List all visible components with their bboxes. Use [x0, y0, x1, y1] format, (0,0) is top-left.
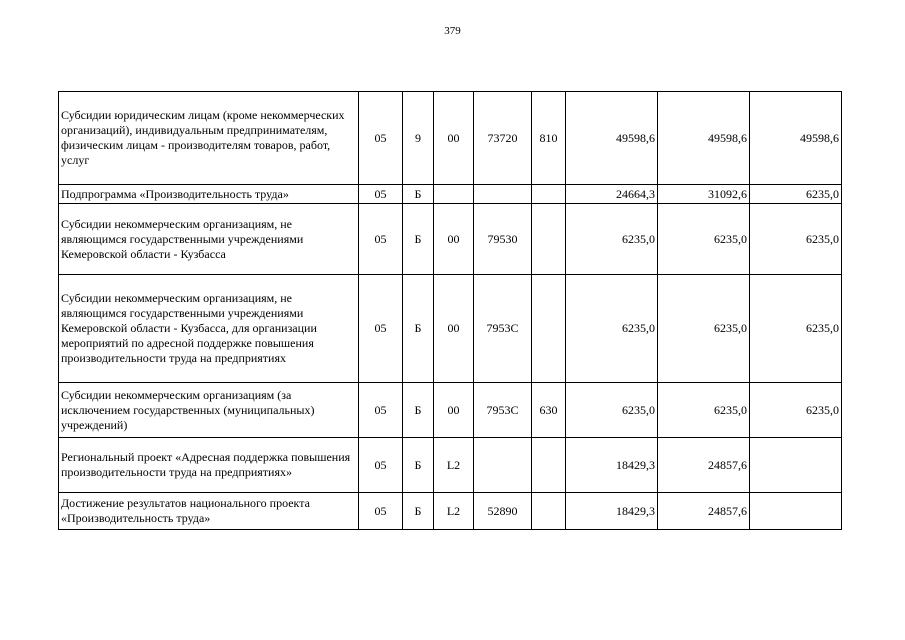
expense-type-code [532, 204, 566, 275]
amount-year-3: 6235,0 [750, 185, 842, 204]
section-code: 05 [359, 185, 403, 204]
row-name: Региональный проект «Адресная поддержка повышения производительности труда на предприятиях» [59, 438, 359, 493]
expense-type-code [532, 438, 566, 493]
subprogram-code: 00 [434, 92, 474, 185]
page-number: 379 [444, 25, 461, 37]
amount-year-2: 6235,0 [658, 275, 750, 383]
amount-year-3: 6235,0 [750, 275, 842, 383]
row-name: Подпрограмма «Производительность труда» [59, 185, 359, 204]
table-row [59, 383, 842, 438]
table-row [59, 493, 842, 530]
table-row [59, 438, 842, 493]
row-name: Субсидии некоммерческим организациям, не являющимся государственными учреждениями Кемеровской области - Кузбасса, для организации мероприятий по адресной поддержке повышения производительности труда на предприятиях [59, 275, 359, 383]
direction-code [474, 438, 532, 493]
expense-type-code: 810 [532, 92, 566, 185]
row-name: Достижение результатов национального проекта «Производительность труда» [59, 493, 359, 530]
amount-year-2: 31092,6 [658, 185, 750, 204]
subprogram-code: 00 [434, 275, 474, 383]
section-code: 05 [359, 92, 403, 185]
table-row [59, 92, 842, 185]
section-code: 05 [359, 493, 403, 530]
row-name: Субсидии юридическим лицам (кроме некоммерческих организаций), индивидуальным предпринимателям, физическим лицам - производителям товаров, работ, услуг [59, 92, 359, 185]
amount-year-2: 6235,0 [658, 204, 750, 275]
program-code: Б [403, 493, 434, 530]
row-name: Субсидии некоммерческим организациям (за исключением государственных (муниципальных) учреждений) [59, 383, 359, 438]
program-code: Б [403, 185, 434, 204]
program-code: 9 [403, 92, 434, 185]
amount-year-1: 6235,0 [566, 275, 658, 383]
subprogram-code: L2 [434, 438, 474, 493]
direction-code: 7953С [474, 383, 532, 438]
expense-type-code [532, 275, 566, 383]
budget-table [58, 91, 842, 530]
subprogram-code: 00 [434, 204, 474, 275]
direction-code: 52890 [474, 493, 532, 530]
direction-code: 73720 [474, 92, 532, 185]
program-code: Б [403, 204, 434, 275]
subprogram-code: 00 [434, 383, 474, 438]
amount-year-2: 24857,6 [658, 493, 750, 530]
program-code: Б [403, 383, 434, 438]
program-code: Б [403, 438, 434, 493]
section-code: 05 [359, 275, 403, 383]
row-name: Субсидии некоммерческим организациям, не являющимся государственными учреждениями Кемеровской области - Кузбасса [59, 204, 359, 275]
subprogram-code [434, 185, 474, 204]
table-row [59, 185, 842, 204]
direction-code [474, 185, 532, 204]
amount-year-2: 6235,0 [658, 383, 750, 438]
amount-year-3: 6235,0 [750, 204, 842, 275]
amount-year-3 [750, 493, 842, 530]
amount-year-1: 24664,3 [566, 185, 658, 204]
expense-type-code: 630 [532, 383, 566, 438]
amount-year-1: 6235,0 [566, 204, 658, 275]
amount-year-1: 18429,3 [566, 438, 658, 493]
table-row [59, 275, 842, 383]
amount-year-1: 6235,0 [566, 383, 658, 438]
amount-year-2: 49598,6 [658, 92, 750, 185]
expense-type-code [532, 185, 566, 204]
section-code: 05 [359, 438, 403, 493]
amount-year-2: 24857,6 [658, 438, 750, 493]
direction-code: 7953С [474, 275, 532, 383]
amount-year-3: 6235,0 [750, 383, 842, 438]
table-row [59, 204, 842, 275]
program-code: Б [403, 275, 434, 383]
section-code: 05 [359, 383, 403, 438]
direction-code: 79530 [474, 204, 532, 275]
amount-year-3: 49598,6 [750, 92, 842, 185]
section-code: 05 [359, 204, 403, 275]
amount-year-1: 18429,3 [566, 493, 658, 530]
amount-year-1: 49598,6 [566, 92, 658, 185]
amount-year-3 [750, 438, 842, 493]
subprogram-code: L2 [434, 493, 474, 530]
expense-type-code [532, 493, 566, 530]
